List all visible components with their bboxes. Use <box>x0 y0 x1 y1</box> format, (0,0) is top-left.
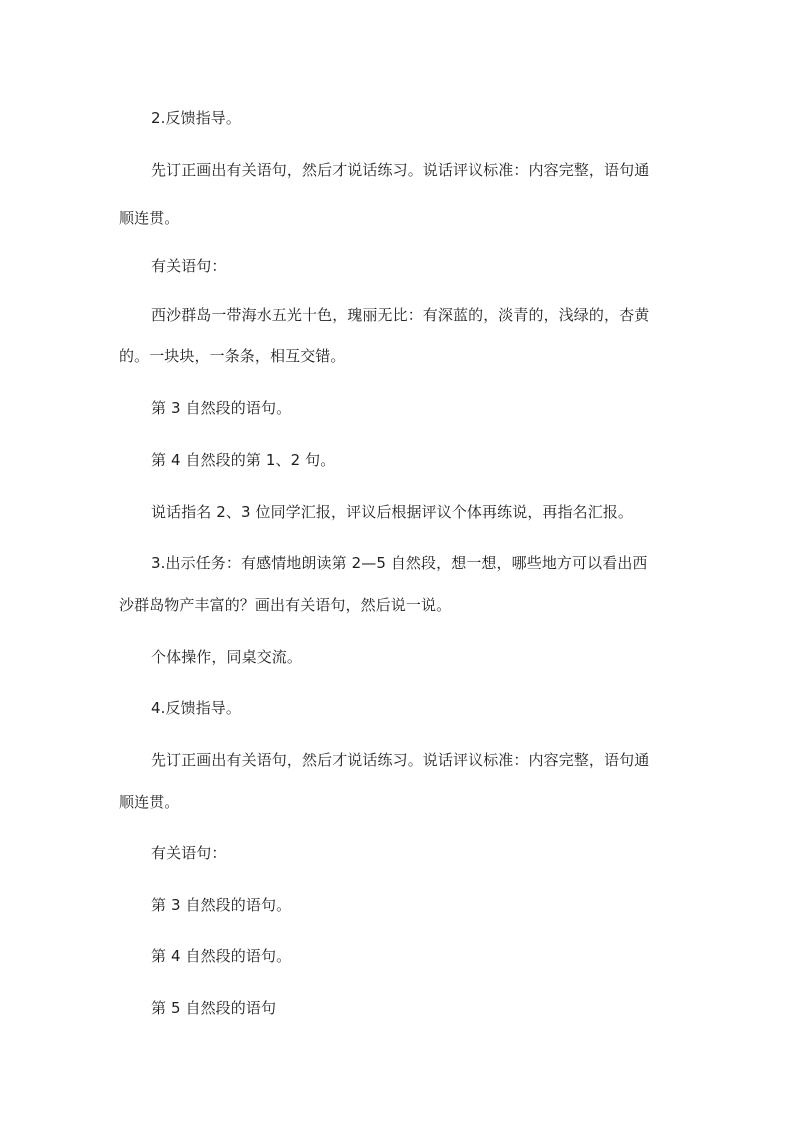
paragraph-line: 第 3 自然段的语句。 <box>151 896 292 914</box>
paragraph-line: 说话指名 2、3 位同学汇报，评议后根据评议个体再练说，再指名汇报。 <box>151 503 634 521</box>
paragraph-heading-feedback-2: 2.反馈指导。 <box>151 109 242 127</box>
paragraph-line: 第 5 自然段的语句 <box>151 999 277 1017</box>
paragraph-label-related-sentences: 有关语句： <box>151 844 227 862</box>
paragraph-line: 的。一块块，一条条，相互交错。 <box>119 347 346 365</box>
paragraph-task-3: 3.出示任务：有感情地朗读第 2—5 自然段，想一想，哪些地方可以看出西 <box>151 554 648 572</box>
paragraph-line: 第 4 自然段的第 1、2 句。 <box>151 451 336 469</box>
paragraph-label-related-sentences: 有关语句： <box>151 257 227 275</box>
paragraph-heading-feedback-4: 4.反馈指导。 <box>151 699 242 717</box>
paragraph-line: 顺连贯。 <box>119 793 180 811</box>
paragraph-line: 西沙群岛一带海水五光十色，瑰丽无比：有深蓝的，淡青的，浅绿的，杏黄 <box>151 306 650 324</box>
paragraph-line: 沙群岛物产丰富的？画出有关语句，然后说一说。 <box>119 596 452 614</box>
paragraph-line: 先订正画出有关语句，然后才说话练习。说话评议标准：内容完整，语句通 <box>151 161 650 179</box>
paragraph-line: 第 4 自然段的语句。 <box>151 947 292 965</box>
paragraph-line: 顺连贯。 <box>119 209 180 227</box>
paragraph-line: 个体操作，同桌交流。 <box>151 648 303 666</box>
paragraph-line: 第 3 自然段的语句。 <box>151 399 292 417</box>
paragraph-line: 先订正画出有关语句，然后才说话练习。说话评议标准：内容完整，语句通 <box>151 751 650 769</box>
